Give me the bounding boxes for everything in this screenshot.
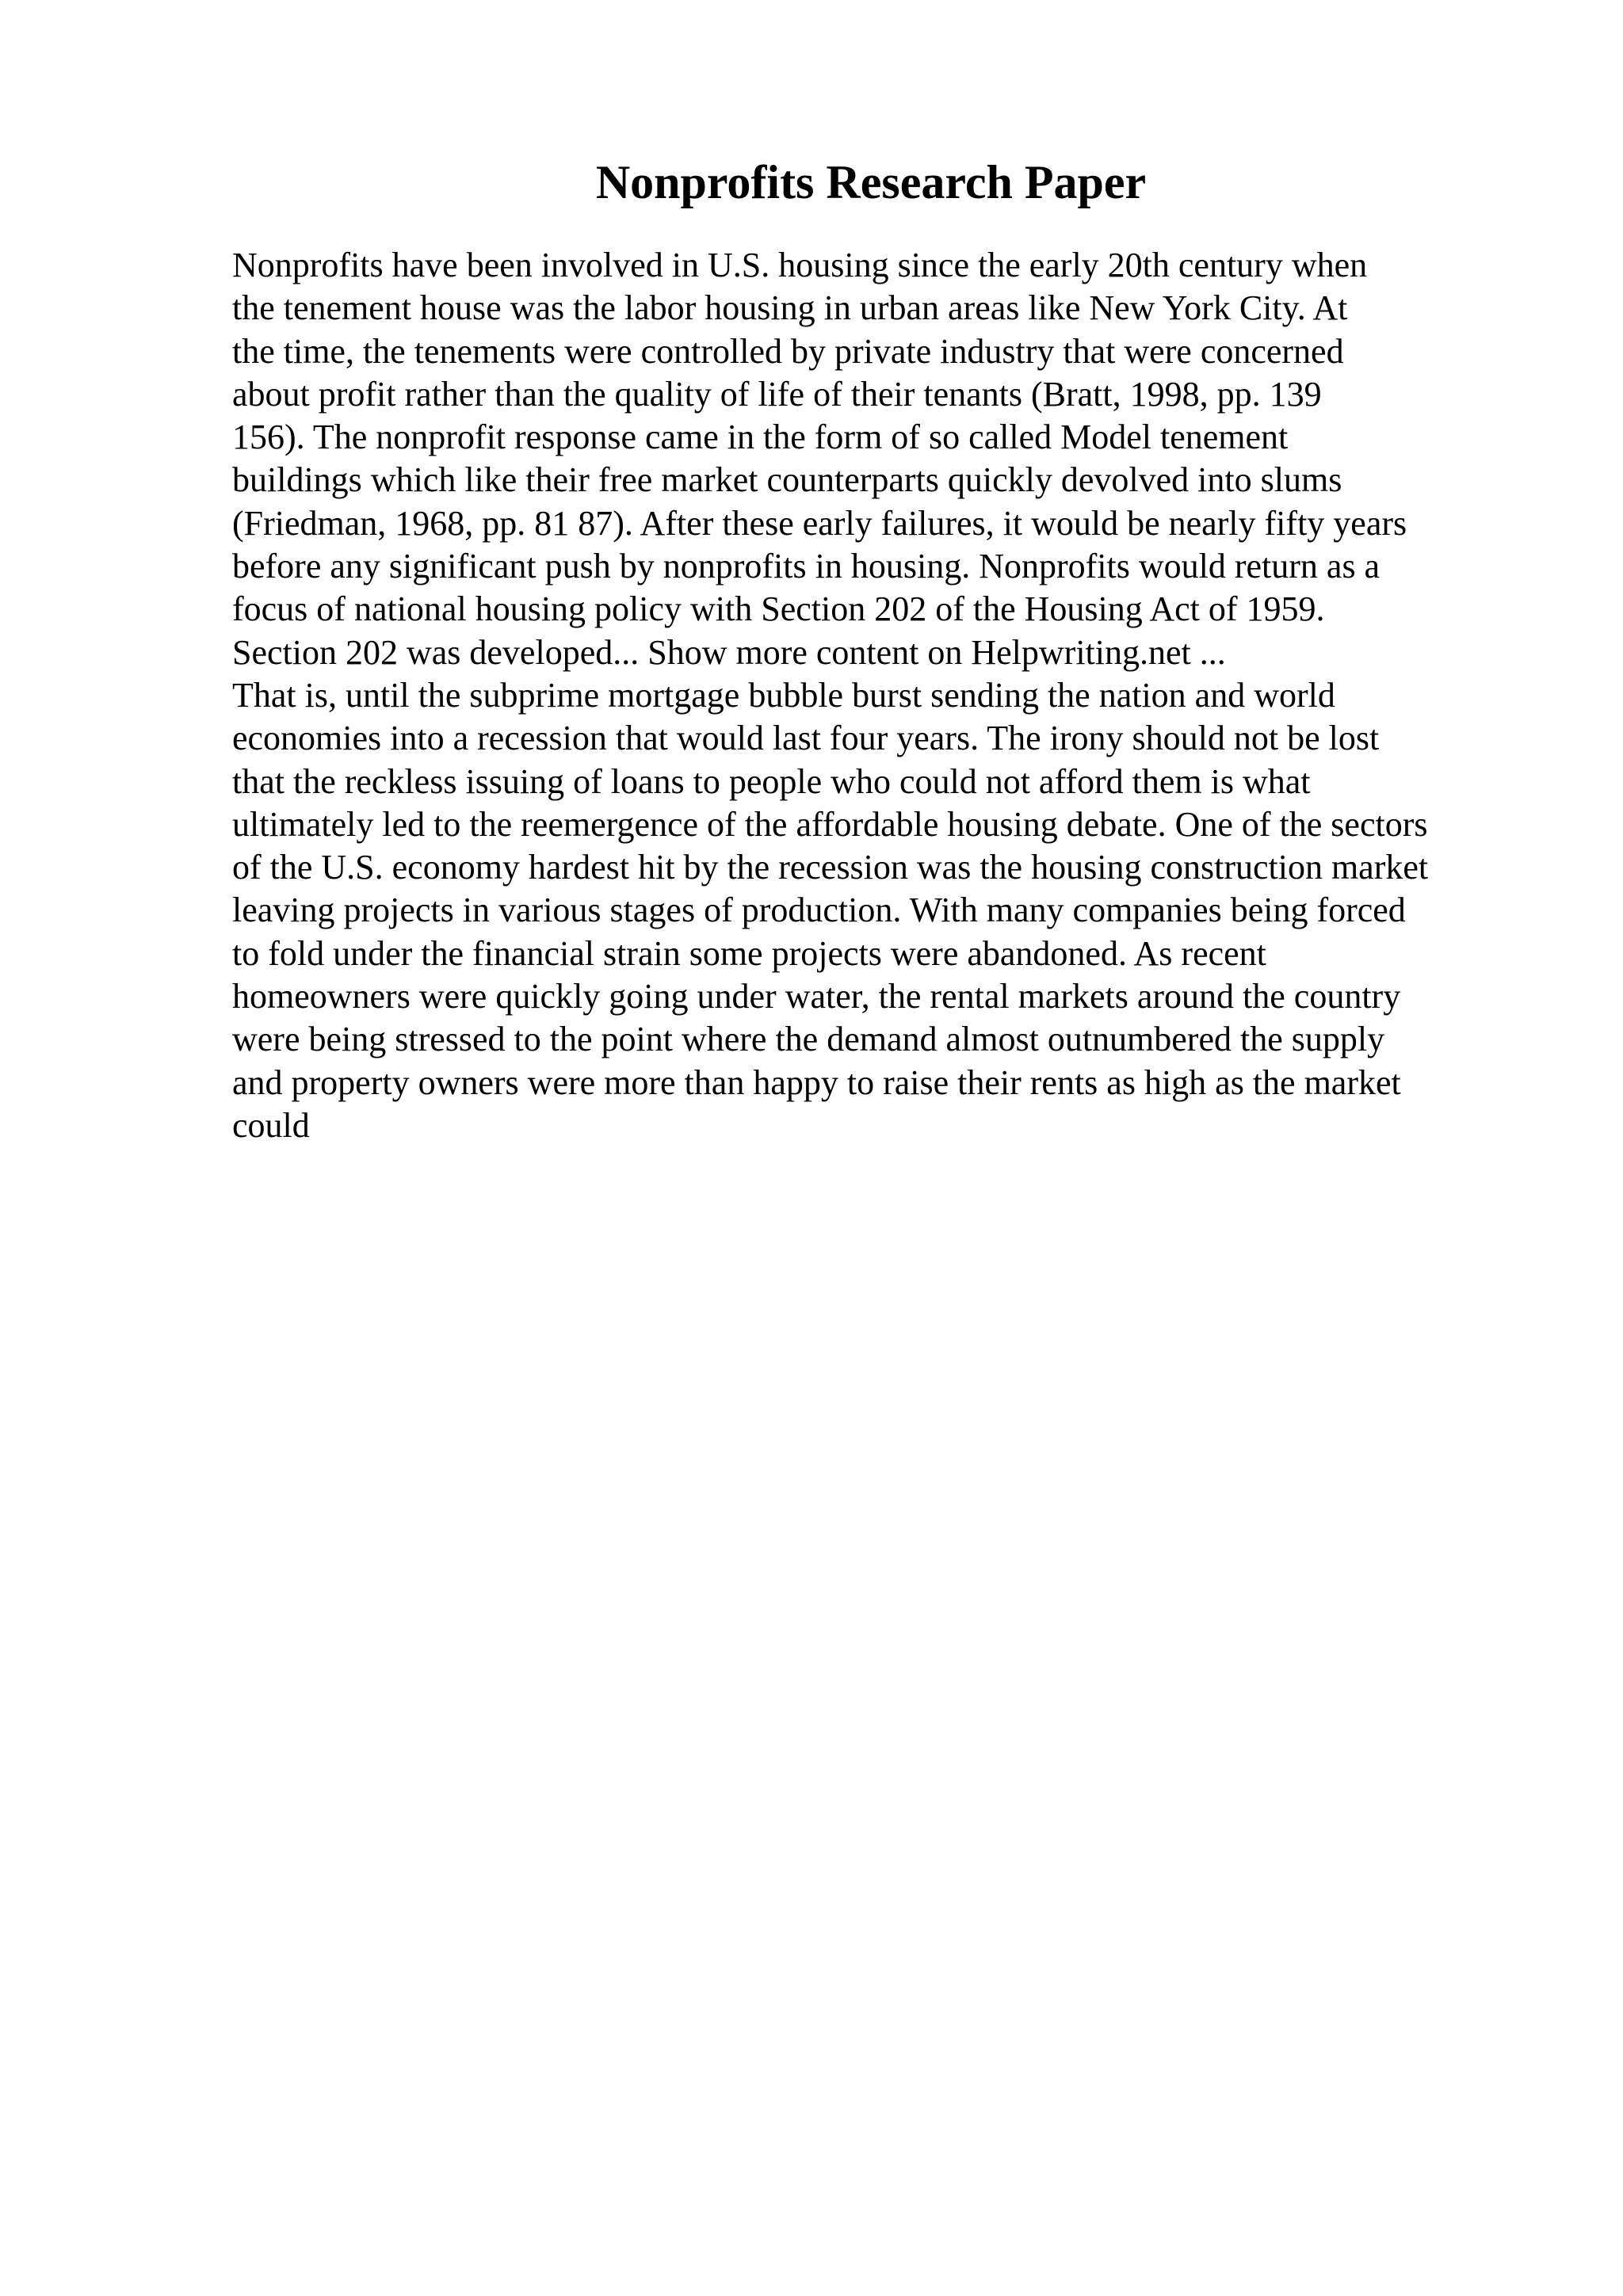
text-line: 156). The nonprofit response came in the form of so called Model tenement [232, 418, 1289, 457]
text-line: leaving projects in various stages of production. With many companies being forced [232, 891, 1406, 930]
text-line: could [232, 1105, 310, 1145]
text-line: before any significant push by nonprofits in housing. Nonprofits would return as a [232, 547, 1381, 586]
page-title: Nonprofits Research Paper [595, 156, 1147, 208]
text-line: Section 202 was developed... Show more content on Helpwriting.net ... [232, 632, 1226, 672]
text-line: about profit rather than the quality of life of their tenants (Bratt, 1998, pp. 139 [232, 374, 1322, 414]
text-line: the time, the tenements were controlled by private industry that were concerned [232, 331, 1344, 371]
text-line: ultimately led to the reemergence of the affordable housing debate. One of the sectors [232, 804, 1428, 844]
text-line: homeowners were quickly going under water, the rental markets around the country [232, 977, 1401, 1016]
text-line: were being stressed to the point where the demand almost outnumbered the supply [232, 1020, 1385, 1059]
text-line: of the U.S. economy hardest hit by the recession was the housing construction market [232, 848, 1429, 887]
text-line: the tenement house was the labor housing in urban areas like New York City. At [232, 288, 1348, 328]
text-line: Nonprofits have been involved in U.S. housing since the early 20th century when [232, 246, 1368, 284]
text-line: economies into a recession that would last four years. The irony should not be lost [232, 719, 1380, 758]
text-line: buildings which like their free market counterparts quickly devolved into slums [232, 460, 1342, 500]
text-line: That is, until the subprime mortgage bubble burst sending the nation and world [232, 675, 1335, 715]
text-line: to fold under the financial strain some projects were abandoned. As recent [232, 933, 1266, 973]
body-text [232, 244, 1611, 1147]
text-line: (Friedman, 1968, pp. 81 87). After these early failures, it would be nearly fifty years [232, 503, 1407, 543]
text-line: that the reckless issuing of loans to people who could not afford them is what [232, 761, 1311, 801]
text-line: focus of national housing policy with Section 202 of the Housing Act of 1959. [232, 589, 1325, 629]
text-line: and property owners were more than happy to raise their rents as high as the market [232, 1062, 1401, 1102]
